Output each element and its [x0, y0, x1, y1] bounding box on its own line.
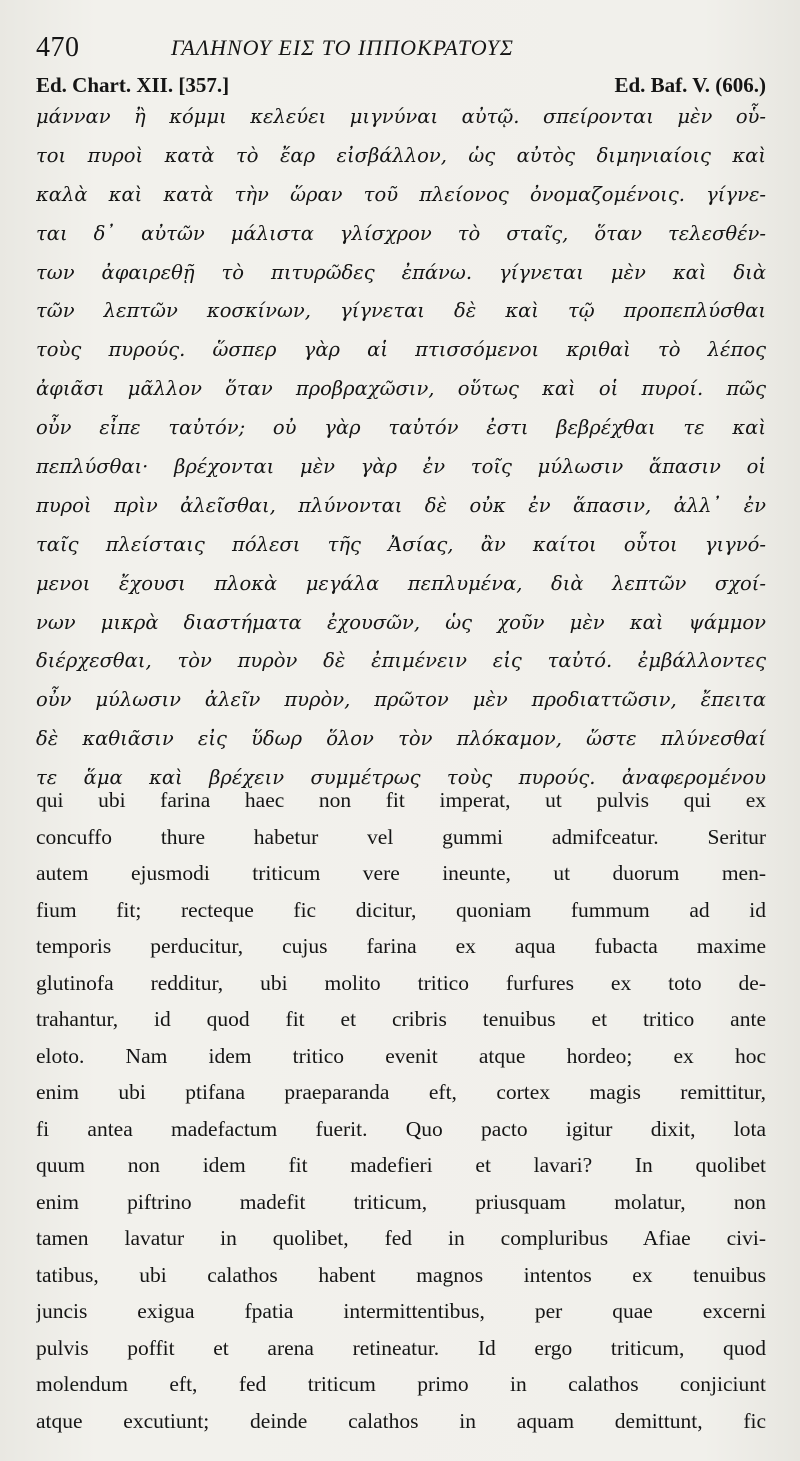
latin-line: qui ubi farina haec non fit imperat, ut pulvis qui ex — [36, 788, 766, 812]
latin-line: trahantur, id quod fit et cribris tenuibus et tritico ante — [36, 1007, 766, 1031]
edition-chart-reference: Ed. Chart. XII. [357.] — [36, 73, 230, 97]
greek-line: πυροὶ πρὶν ἀλεῖσθαι, πλύνονται δὲ οὐκ ἐν ἅπασιν, ἀλλ᾽ ἐν — [36, 493, 766, 517]
greek-line: νων μικρὰ διαστήματα ἐχουσῶν, ὡς χοῦν μὲν καὶ ψάμμον — [36, 610, 766, 634]
running-head — [36, 28, 776, 68]
greek-line: πεπλύσθαι· βρέχονται μὲν γὰρ ἐν τοῖς μύλωσιν ἅπασιν οἱ — [36, 455, 766, 479]
latin-line: tatibus, ubi calathos habent magnos intentos ex tenuibus — [36, 1262, 766, 1287]
greek-line: μενοι ἔχουσι πλοκὰ μεγάλα πεπλυμένα, διὰ λεπτῶν σχοί- — [36, 571, 766, 595]
page-number: 470 — [36, 32, 80, 63]
latin-line: eloto. Nam idem tritico evenit atque hordeo; ex hoc — [36, 1043, 766, 1068]
latin-line: juncis exigua fpatia intermittentibus, per quae excerni — [36, 1299, 766, 1323]
latin-line: quum non idem fit madefieri et lavari? In quolibet — [36, 1153, 766, 1177]
edition-references — [36, 72, 766, 98]
greek-line: μάνναν ἢ κόμμι κελεύει μιγνύναι αὐτῷ. σπείρονται μὲν οὗ- — [36, 105, 766, 128]
latin-line: concuffo thure habetur vel gummi admifceatur. Seritur — [36, 824, 766, 849]
greek-line: τε ἅμα καὶ βρέχειν συμμέτρως τοὺς πυρούς. ἀναφερομένου — [36, 766, 766, 790]
latin-line: enim piftrino madefit triticum, priusquam molatur, non — [36, 1189, 766, 1214]
greek-line: οὖν εἶπε ταὐτόν; οὐ γὰρ ταὐτόν ἐστι βεβρέχθαι τε καὶ — [36, 416, 766, 440]
latin-line: enim ubi ptifana praeparanda eft, cortex magis remittitur, — [36, 1080, 766, 1104]
greek-line: καλὰ καὶ κατὰ τὴν ὥραν τοῦ πλείονος ὀνομαζομένοις. γίγνε- — [36, 182, 766, 206]
latin-line: molendum eft, fed triticum primo in calathos conjiciunt — [36, 1372, 766, 1396]
latin-text-block — [36, 782, 766, 1439]
latin-line: glutinofa redditur, ubi molito tritico furfures ex toto de- — [36, 970, 766, 995]
greek-line: τοι πυροὶ κατὰ τὸ ἔαρ εἰσβάλλον, ὡς αὐτὸς διμηνιαίοις καὶ — [36, 143, 766, 167]
latin-line: tamen lavatur in quolibet, fed in compluribus Afiae civi- — [36, 1226, 766, 1250]
latin-line: temporis perducitur, cujus farina ex aqua fubacta maxime — [36, 934, 766, 958]
greek-line: ἀφιᾶσι μᾶλλον ὅταν προβραχῶσιν, οὕτως καὶ οἱ πυροί. πῶς — [36, 377, 766, 401]
greek-line: οὖν μύλωσιν ἀλεῖν πυρὸν, πρῶτον μὲν προδιαττῶσιν, ἔπειτα — [36, 688, 766, 712]
edition-basel-reference: Ed. Baf. V. (606.) — [614, 73, 766, 97]
greek-line: διέρχεσθαι, τὸν πυρὸν δὲ ἐπιμένειν εἰς ταὐτό. ἐμβάλλοντες — [36, 649, 766, 673]
greek-line: τῶν λεπτῶν κοσκίνων, γίγνεται δὲ καὶ τῷ προπεπλύσθαι — [36, 299, 766, 323]
latin-line: fi antea madefactum fuerit. Quo pacto igitur dixit, lota — [36, 1116, 766, 1141]
greek-text-block — [36, 98, 766, 798]
latin-line: fium fit; recteque fic dicitur, quoniam fummum ad id — [36, 897, 766, 922]
latin-line: pulvis poffit et arena retineatur. Id ergo triticum, quod — [36, 1335, 766, 1360]
latin-line: autem ejusmodi triticum vere ineunte, ut duorum men- — [36, 861, 766, 885]
greek-line: τοὺς πυρούς. ὥσπερ γὰρ αἱ πτισσόμενοι κριθαὶ τὸ λέπος — [36, 338, 766, 362]
greek-line: δὲ καθιᾶσιν εἰς ὕδωρ ὅλον τὸν πλόκαμον, ὥστε πλύνεσθαί — [36, 727, 766, 751]
greek-line: των ἀφαιρεθῇ τὸ πιτυρῶδες ἐπάνω. γίγνεται μὲν καὶ διὰ — [36, 260, 766, 284]
greek-line: ται δ᾽ αὐτῶν μάλιστα γλίσχρον τὸ σταῖς, ὅταν τελεσθέν- — [36, 221, 766, 245]
greek-line: ταῖς πλείσταις πόλεσι τῆς Ἀσίας, ἂν καίτοι οὗτοι γιγνό- — [36, 532, 766, 556]
running-title: ΓΑΛΗΝΟΥ ΕΙΣ ΤΟ ΙΠΠΟΚΡΑΤΟΥΣ — [171, 35, 515, 60]
latin-line: atque excutiunt; deinde calathos in aquam demittunt, fic — [36, 1408, 766, 1433]
